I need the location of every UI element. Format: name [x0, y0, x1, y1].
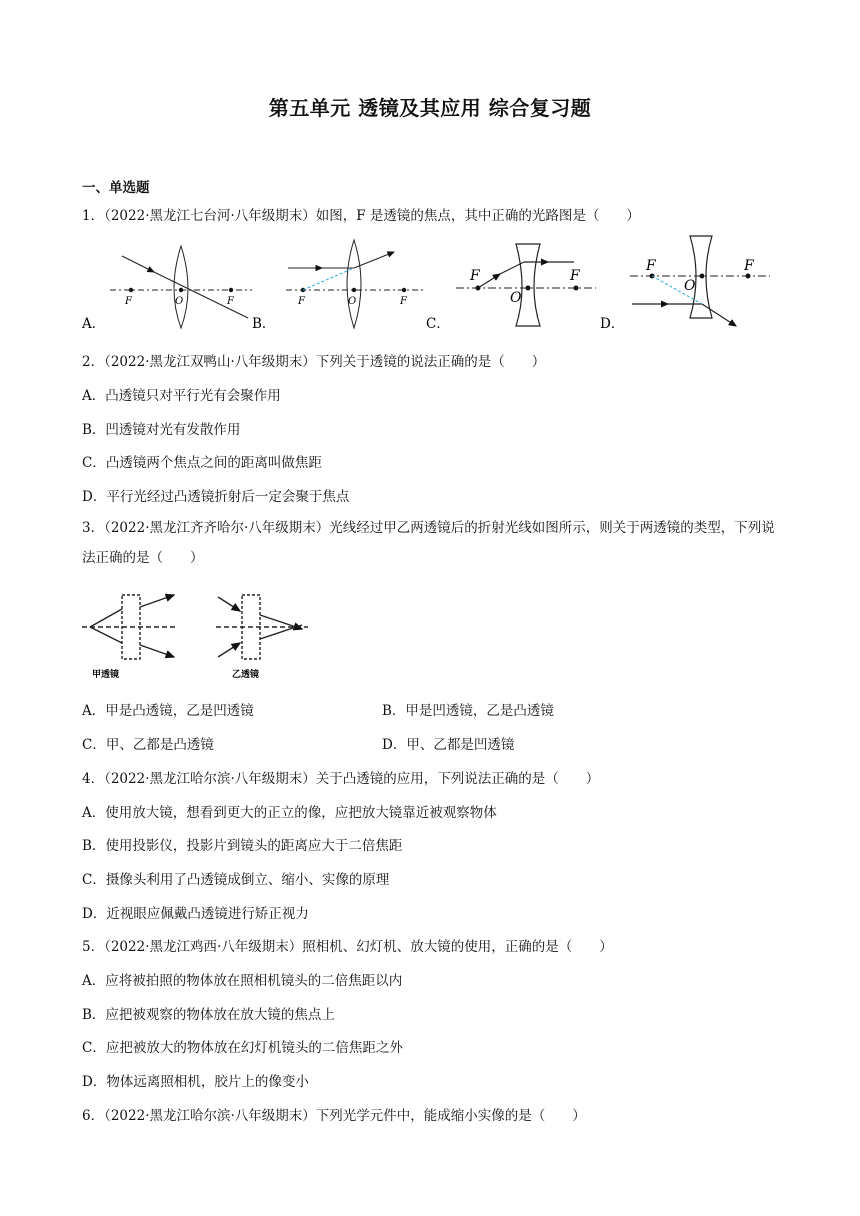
q3-option-b: B．甲是凹透镜，乙是凸透镜 [382, 703, 554, 719]
q4-option-a: A．使用放大镜，想看到更大的正立的像，应把放大镜靠近被观察物体 [82, 805, 497, 821]
q1a-focus-right-label: F [227, 296, 234, 307]
q3-figure [82, 585, 312, 681]
q1b-focus-right-label: F [400, 296, 407, 307]
q2-option-d: D．平行光经过凸透镜折射后一定会聚于焦点 [82, 489, 350, 505]
q3-option-d: D．甲、乙都是凹透镜 [382, 737, 515, 753]
question-5-stem: 5．（2022·黑龙江鸡西·八年级期末）照相机、幻灯机、放大镜的使用，正确的是（ ） [82, 939, 613, 955]
q2-option-c: C．凸透镜两个焦点之间的距离叫做焦距 [82, 455, 322, 471]
q2-option-b: B．凹透镜对光有发散作用 [82, 422, 241, 438]
q4-option-b: B．使用投影仪，投影片到镜头的距离应大于二倍焦距 [82, 838, 403, 854]
question-6-stem: 6．（2022·黑龙江哈尔滨·八年级期末）下列光学元件中，能成缩小实像的是（ ） [82, 1108, 586, 1124]
q1-figures [0, 232, 860, 332]
section-heading: 一、单选题 [82, 180, 150, 196]
q5-option-d: D．物体远离照相机，胶片上的像变小 [82, 1074, 309, 1090]
q4-option-c: C．摄像头利用了凸透镜成倒立、缩小、实像的原理 [82, 872, 390, 888]
q5-option-a: A．应将被拍照的物体放在照相机镜头的二倍焦距以内 [82, 973, 403, 989]
q1-option-label-a: A． [82, 316, 106, 332]
q1a-focus-left-label: F [125, 296, 132, 307]
q3-label-jia: 甲透镜 [92, 670, 120, 680]
q3-label-yi: 乙透镜 [232, 670, 260, 680]
q1c-optical-center-label: O [510, 290, 522, 306]
q3-lens-jia [82, 595, 178, 680]
q1d-focus-right-label: F [744, 258, 754, 274]
page-title: 第五单元 透镜及其应用 综合复习题 [268, 96, 592, 120]
q1-option-label-b: B． [252, 316, 276, 332]
q1c-focus-left-label: F [470, 268, 480, 284]
q5-option-c: C．应把被放大的物体放在幻灯机镜头的二倍焦距之外 [82, 1040, 403, 1056]
q2-option-a: A．凸透镜只对平行光有会聚作用 [82, 388, 281, 404]
q1b-optical-center-label: O [348, 296, 357, 307]
q1-option-label-d: D． [600, 316, 625, 332]
q1c-focus-right-label: F [570, 268, 580, 284]
q3-option-a: A．甲是凸透镜，乙是凹透镜 [82, 703, 254, 719]
q1-figure-a-convex-lens [110, 246, 252, 328]
q1d-optical-center-label: O [684, 278, 696, 294]
question-2-stem: 2．（2022·黑龙江双鸭山·八年级期末）下列关于透镜的说法正确的是（ ） [82, 354, 546, 370]
q1b-focus-left-label: F [298, 296, 305, 307]
q1a-optical-center-label: O [175, 296, 184, 307]
question-4-stem: 4．（2022·黑龙江哈尔滨·八年级期末）关于凸透镜的应用，下列说法正确的是（ ） [82, 771, 600, 787]
question-1-stem: 1．（2022·黑龙江七台河·八年级期末）如图，F 是透镜的焦点，其中正确的光路图是（ ） [82, 208, 640, 224]
question-3-stem: 3．（2022·黑龙江齐齐哈尔·八年级期末）光线经过甲乙两透镜后的折射光线如图所示，则关于两透镜的类型，下列说法正确的是（ ） [82, 520, 775, 566]
q1d-focus-left-label: F [646, 258, 656, 274]
q1-figure-d-concave-lens [600, 236, 770, 332]
q5-option-b: B．应把被观察的物体放在放大镜的焦点上 [82, 1007, 335, 1023]
q4-option-d: D．近视眼应佩戴凸透镜进行矫正视力 [82, 906, 309, 922]
q1-option-label-c: C． [426, 316, 450, 332]
q1-figure-c-concave-lens [426, 244, 596, 332]
q3-option-c: C．甲、乙都是凸透镜 [82, 737, 214, 753]
q1-figure-b-convex-lens [286, 240, 424, 328]
q3-lens-yi [216, 595, 308, 680]
